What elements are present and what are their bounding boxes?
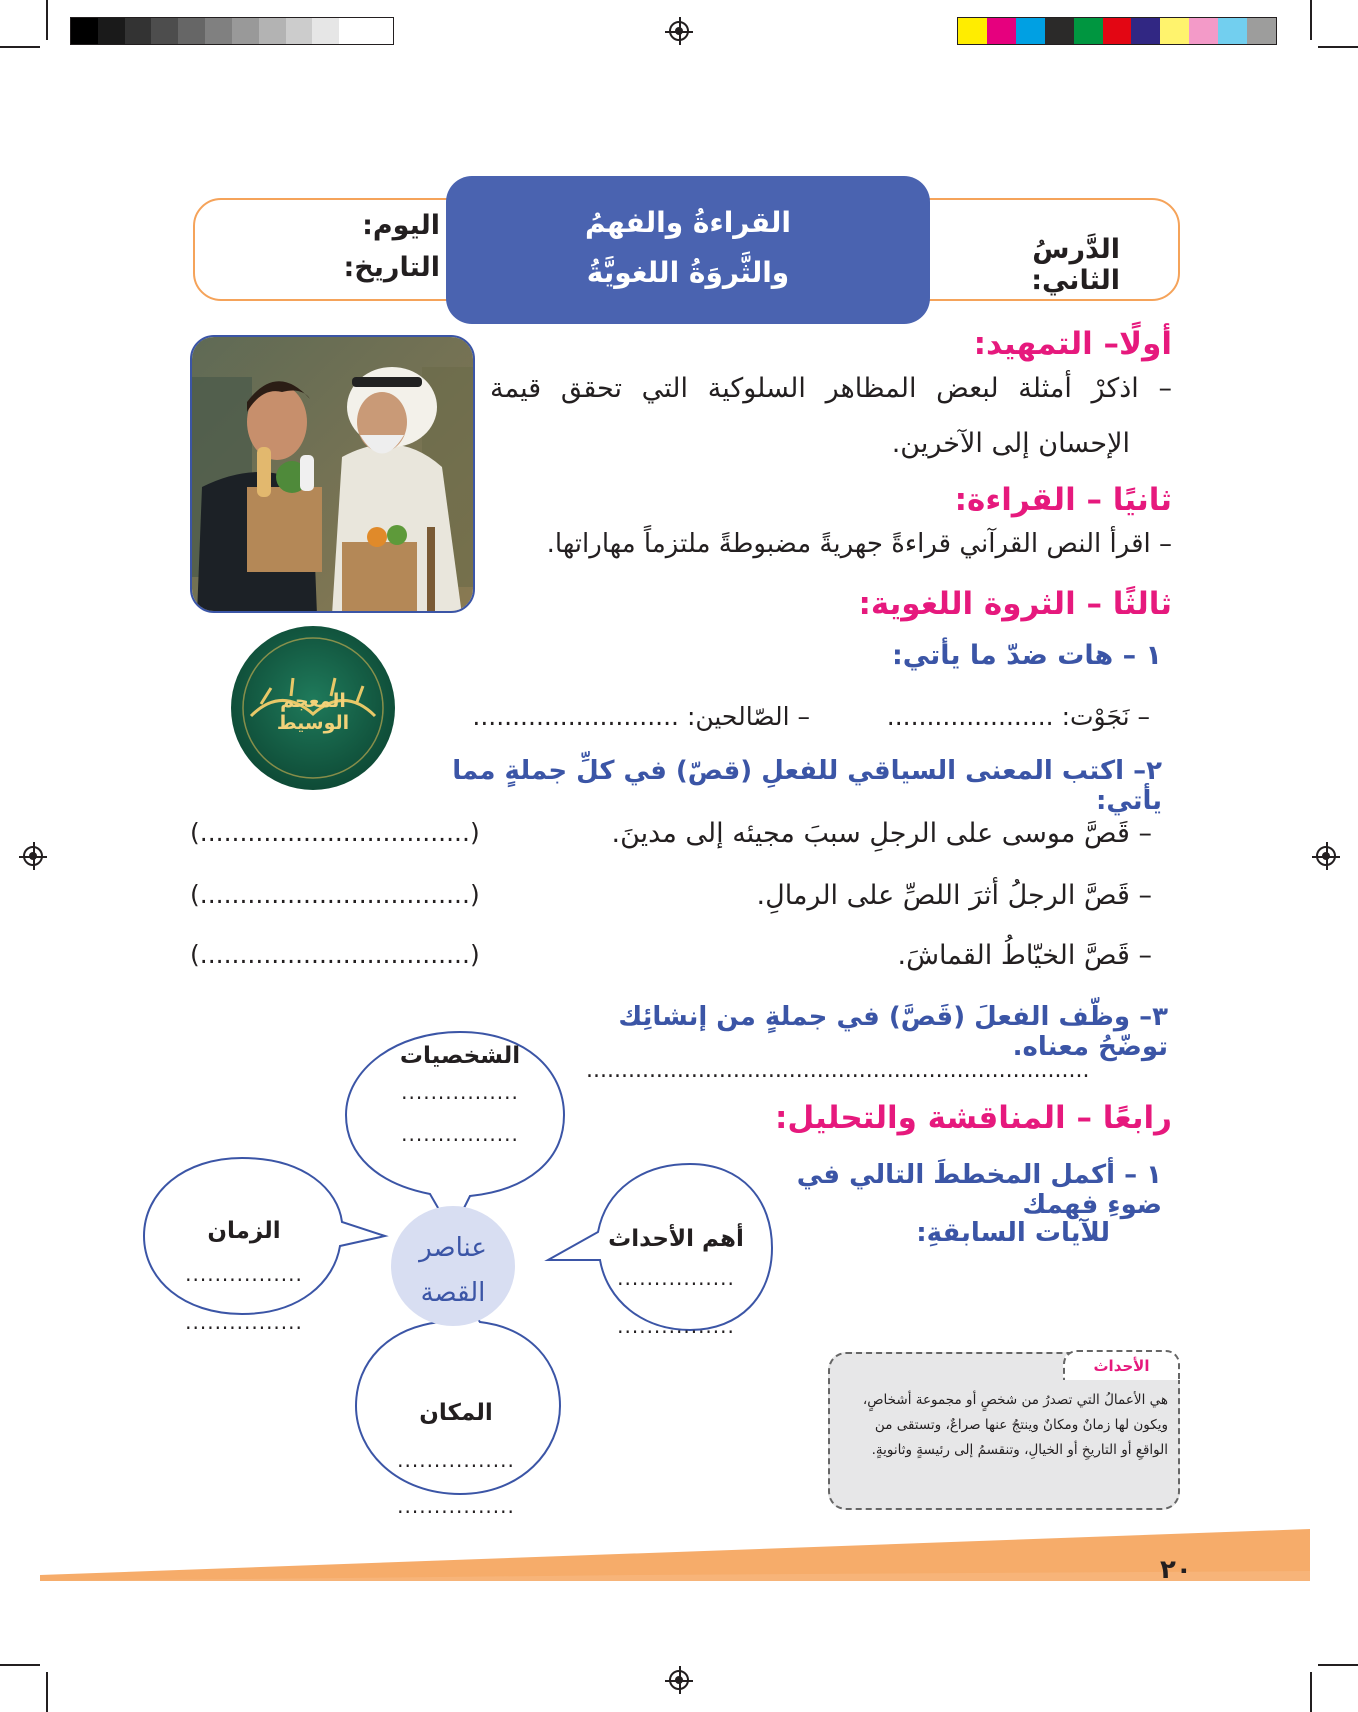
- crop-mark: [1310, 1672, 1312, 1712]
- section1-heading: أولًا– التمهيد:: [973, 326, 1172, 362]
- q2-sentence-1: – قَصَّ موسى على الرجلِ سببَ مجيئه إلى مدينَ.: [611, 818, 1152, 849]
- center-label-line1: عناصر: [419, 1233, 487, 1263]
- events-label: أهم الأحداث: [608, 1226, 744, 1252]
- registration-mark-icon: [669, 1670, 689, 1690]
- place-dots-2[interactable]: ................: [397, 1494, 515, 1518]
- crop-mark: [1318, 46, 1358, 48]
- illustration-drawing: [192, 337, 475, 613]
- crop-mark: [46, 0, 48, 40]
- characters-label: الشخصيات: [399, 1043, 521, 1069]
- illustration-boy-helping-elder: [190, 335, 475, 613]
- q3-answer-line[interactable]: ........................................................................: [586, 1058, 1090, 1083]
- section4-heading: رابعًا – المناقشة والتحليل:: [774, 1100, 1172, 1136]
- time-dots-1[interactable]: ................: [185, 1262, 303, 1286]
- definition-note-title: الأحداث: [1063, 1350, 1180, 1380]
- center-label-line2: القصة: [420, 1278, 486, 1308]
- events-dots-2[interactable]: ................: [617, 1314, 735, 1338]
- section2-text: – اقرأ النص القرآني قراءةً جهريةً مضبوطةً ملتزماً مهاراتها.: [546, 529, 1172, 559]
- lesson-number-label: الدَّرسُ الثاني:: [1031, 234, 1120, 296]
- section1-text-line1: – اذكرْ أمثلة لبعض المظاهر السلوكية التي تحقق قيمة: [490, 373, 1172, 404]
- lesson-title-line1: القراءةُ والفهمُ: [585, 206, 791, 239]
- crop-mark: [0, 1664, 40, 1666]
- registration-mark-icon: [23, 846, 43, 866]
- q1-title: ١ – هات ضدّ ما يأتي:: [891, 640, 1162, 671]
- section1-text-line2: الإحسان إلى الآخرين.: [891, 428, 1130, 459]
- lesson-title-line2: والثَّروَةُ اللغويَّةُ: [586, 256, 790, 289]
- time-label: الزمان: [207, 1218, 281, 1244]
- crop-mark: [1318, 1664, 1358, 1666]
- grayscale-color-bar: [70, 17, 394, 45]
- q2-sentence-3: – قَصَّ الخيّاطُ القماشَ.: [897, 940, 1152, 971]
- q2-title: ٢– اكتب المعنى السياقي للفعلِ (قصّ) في كلِّ جملةٍ مما يأتي:: [452, 756, 1162, 816]
- place-label: المكان: [419, 1400, 493, 1426]
- events-dots-1[interactable]: ................: [617, 1266, 735, 1290]
- q2-sentence-2: – قَصَّ الرجلُ أثرَ اللصِّ على الرمالِ.: [756, 880, 1152, 911]
- characters-dots-2[interactable]: ................: [401, 1122, 519, 1146]
- date-label: التاريخ:: [343, 252, 440, 283]
- registration-mark-icon: [669, 21, 689, 41]
- characters-dots-1[interactable]: ................: [401, 1080, 519, 1104]
- time-dots-2[interactable]: ................: [185, 1310, 303, 1334]
- definition-note-body: هي الأعمالُ التي تصدرُ من شخصٍ أو مجموعة أشخاصٍ، ويكون لها زمانٌ ومكانٌ وينتجُ عنها صراعٌ، وتستقى من الواقعِ أو التاريخِ أو الخيالِ، وتنقسمُ إلى رئيسةٍ وثانويةٍ.: [862, 1392, 1168, 1458]
- q2-answer-blank-2[interactable]: (..................................): [190, 880, 480, 909]
- story-elements-center: [391, 1206, 515, 1326]
- section3-heading: ثالثًا – الثروة اللغوية:: [858, 586, 1172, 622]
- lesson-title-box: [446, 176, 930, 324]
- q3-title: ٣– وظّف الفعلَ (قَصَّ) في جملةٍ من إنشائِك توضّحُ معناه.: [618, 1002, 1168, 1062]
- crop-mark: [1310, 0, 1312, 40]
- dictionary-logo: [231, 626, 395, 790]
- page-number: ٢٠: [1160, 1555, 1192, 1585]
- day-label: اليوم:: [362, 210, 440, 241]
- crop-mark: [0, 46, 40, 48]
- section2-heading: ثانيًا – القراءة:: [954, 482, 1172, 518]
- place-dots-1[interactable]: ................: [397, 1448, 515, 1472]
- registration-mark-icon: [1316, 846, 1336, 866]
- q2-answer-blank-1[interactable]: (..................................): [190, 818, 480, 847]
- footer-orange-band: [40, 1525, 1320, 1585]
- dictionary-logo-text: المعجم الوسيط: [276, 690, 350, 734]
- q2-answer-blank-3[interactable]: (..................................): [190, 940, 480, 969]
- q1-item-najawt: – نَجَوْت: .....................: [886, 702, 1150, 731]
- section4-q1-line2: للآيات السابقةِ:: [916, 1218, 1110, 1248]
- cmyk-color-bar: [957, 17, 1277, 45]
- crop-mark: [46, 1672, 48, 1712]
- q1-item-salihin: – الصّالحين: ..........................: [472, 702, 810, 731]
- section4-q1-line1: ١ – أكمل المخططَ التالي في ضوءِ فهمك: [796, 1160, 1162, 1220]
